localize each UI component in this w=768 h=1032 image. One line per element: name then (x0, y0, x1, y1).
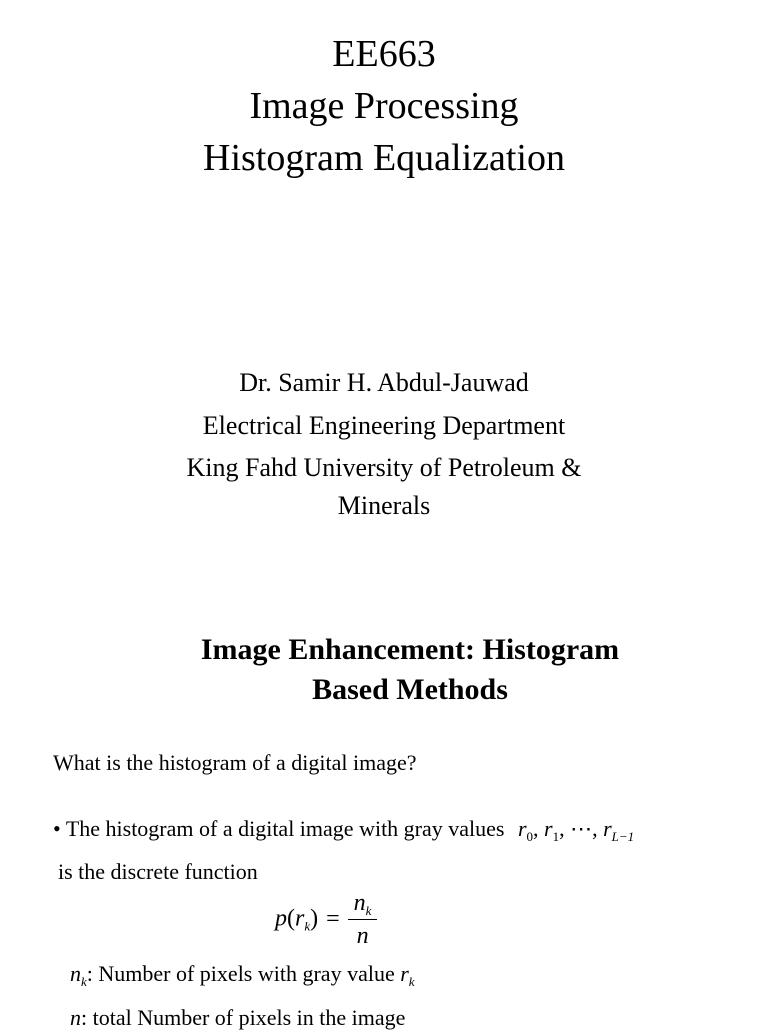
course-code: EE663 (332, 33, 436, 75)
slide2-title-line2: Based Methods (312, 673, 508, 706)
slide1-topic: Histogram Equalization (203, 137, 565, 179)
bullet-icon: • (53, 816, 61, 841)
histogram-formula: $p(r_k)$ = $\frac{n_k}{n}$ (275, 888, 377, 952)
slide2-title-block (50, 630, 768, 710)
slide2-title-line1: Image Enhancement: Histogram (200, 633, 620, 666)
author-name: Dr. Samir H. Abdul-Jauwad (239, 368, 529, 397)
bullet-line (53, 815, 634, 843)
bullet-text: The histogram of a digital image with gray values (65, 816, 505, 841)
university-line1: King Fahd University of Petroleum & (186, 453, 582, 482)
course-name: Image Processing (249, 85, 519, 127)
bullet-continuation: is the discrete function (58, 859, 258, 884)
gray-values-expression: $r_0$, $r_1$, ⋯, $r_{L-1}$ (517, 816, 635, 844)
author-block (0, 363, 768, 525)
university-line2: Minerals (337, 491, 431, 520)
slide1-title-block (0, 28, 768, 184)
formula-fraction: $\frac{n_k}{n}$ (348, 888, 378, 952)
histogram-question: What is the histogram of a digital image? (53, 750, 417, 775)
department: Electrical Engineering Department (202, 411, 566, 440)
definition-n: n: total Number of pixels in the image (70, 1005, 406, 1030)
definition-nk: $n_k$: Number of pixels with gray value $r_k$ (70, 961, 415, 989)
